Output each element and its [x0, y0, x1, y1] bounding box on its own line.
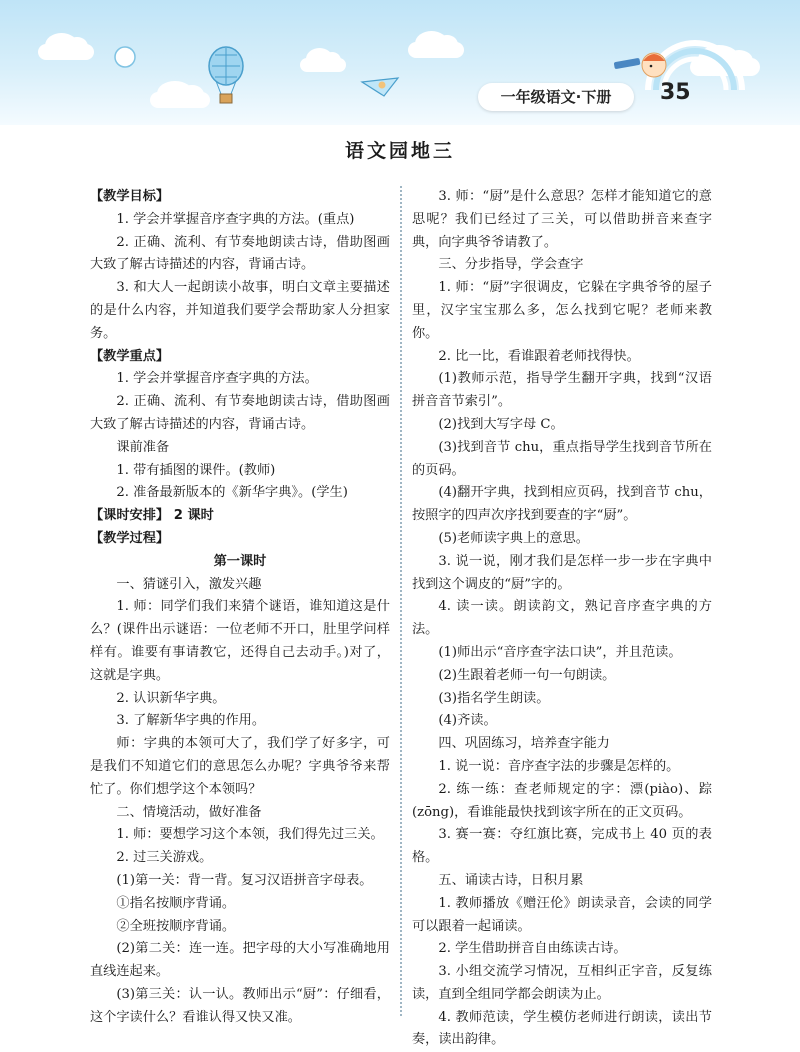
paragraph: 1. 带有插图的课件。(教师) [116, 462, 276, 478]
paragraph: 2. 学生借助拼音自由练读古诗。 [438, 941, 627, 957]
paragraph: 4. 教师范读，学生模仿老师进行朗读，读出节奏，读出韵律。 [412, 1009, 712, 1048]
kite-plane-icon [360, 70, 400, 100]
section-heading: 【教学重点】 [90, 348, 170, 364]
paragraph: 师：字典的本领可大了，我们学了好多字，可是我们不知道它们的意思怎么办呢？字典爷爷来帮忙了。你们想学这个本领吗？ [90, 736, 390, 797]
paragraph: ①指名按顺序背诵。 [116, 895, 236, 911]
paragraph: 1. 师：同学们我们来猜个谜语，谁知道这是什么？(课件出示谜语：一位老师不开口，肚里学问样样有。谁要有事请教它，还得自己去动手。)对了，这就是字典。 [90, 599, 390, 683]
paragraph: 1. 师：要想学习这个本领，我们得先过三关。 [116, 827, 384, 843]
paragraph: 1. 师：“厨”字很调皮，它躲在字典爷爷的屋子里，汉字宝宝那么多，怎么找到它呢？老师来教你。 [412, 280, 712, 341]
sun-icon [112, 44, 138, 70]
paragraph: 3. 师：“厨”是什么意思？怎样才能知道它的意思呢？我们已经过了三关，可以借助拼音来查字典，向字典爷爷请教了。 [412, 189, 712, 250]
paragraph: (2)第二关：连一连。把字母的大小写准确地用直线连起来。 [90, 941, 390, 980]
page-title: 语文园地三 [344, 140, 455, 162]
paragraph: 1. 学会并掌握音序查字典的方法。 [116, 371, 318, 387]
paragraph: 2. 正确、流利、有节奏地朗读古诗，借助图画大致了解古诗描述的内容，背诵古诗。 [90, 394, 390, 432]
paragraph: 一、猜谜引入，激发兴趣 [116, 576, 262, 592]
paragraph: 3. 赛一赛：夺红旗比赛，完成书上 40 页的表格。 [412, 827, 712, 866]
paragraph: 2. 认识新华字典。 [116, 690, 226, 706]
paragraph: 4. 读一读。朗读韵文，熟记音序查字典的方法。 [412, 599, 712, 638]
balloon-icon [206, 46, 246, 108]
paragraph: (5)老师读字典上的意思。 [438, 530, 589, 546]
paragraph: (1)教师示范，指导学生翻开字典，找到“汉语拼音音节索引”。 [412, 371, 712, 410]
column-divider [400, 186, 402, 1016]
paragraph: 2. 正确、流利、有节奏地朗读古诗，借助图画大致了解古诗描述的内容，背诵古诗。 [90, 234, 390, 273]
paragraph: 1. 说一说：音序查字法的步骤是怎样的。 [438, 758, 680, 774]
paragraph: (3)指名学生朗读。 [438, 690, 550, 706]
paragraph: (2)生跟着老师一句一句朗读。 [438, 667, 616, 683]
paragraph: 四、巩固练习，培养查字能力 [438, 736, 610, 752]
paragraph: 2. 练一练：查老师规定的字：漂(piào)、踪(zōng)，看谁能最快找到该字所在的正文页码。 [412, 781, 712, 820]
paragraph: (2)找到大写字母 C。 [438, 416, 564, 432]
paragraph: (1)师出示“音序查字法口诀”，并且范读。 [438, 644, 682, 660]
section-heading: 【教学过程】 [90, 530, 170, 546]
paragraph: (3)第三关：认一认。教师出示“厨”：仔细看，这个字读什么？看谁认得又快又准。 [90, 986, 390, 1025]
paragraph: 三、分步指导，学会查字 [438, 257, 584, 273]
cloud-decoration [408, 42, 464, 58]
section-heading: 【教学目标】 [90, 189, 170, 204]
cloud-decoration [38, 44, 94, 60]
paragraph: 课前准备 [116, 439, 170, 455]
subsection-heading: 第一课时 [213, 553, 267, 569]
paragraph: 2. 准备最新版本的《新华字典》。(学生) [116, 485, 348, 501]
paragraph: (1)第一关：背一背。复习汉语拼音字母表。 [116, 872, 373, 888]
cloud-decoration [150, 92, 210, 108]
page-number: 35 [660, 80, 691, 105]
paragraph: 1. 教师播放《赠汪伦》朗读录音，会读的同学可以跟着一起诵读。 [412, 895, 712, 934]
paragraph: 3. 了解新华字典的作用。 [116, 713, 266, 729]
paragraph: 1. 学会并掌握音序查字典的方法。(重点) [116, 211, 355, 227]
paragraph: ②全班按顺序背诵。 [116, 918, 236, 934]
book-label: 一年级语文·下册 [478, 83, 634, 111]
section-heading: 【课时安排】 2 课时 [90, 508, 214, 524]
paragraph: (4)齐读。 [438, 713, 497, 729]
left-column [90, 186, 390, 1029]
paragraph: 2. 比一比，看谁跟着老师找得快。 [438, 348, 640, 364]
paragraph: 五、诵读古诗，日积月累 [438, 872, 584, 888]
paragraph: 2. 过三关游戏。 [116, 850, 213, 866]
child-with-telescope-icon [612, 48, 676, 84]
paragraph: 3. 小组交流学习情况，互相纠正字音，反复练读，直到全组同学都会朗读为止。 [412, 964, 712, 1002]
paragraph: 3. 和大人一起朗读小故事，明白文章主要描述的是什么内容，并知道我们要学会帮助家人分担家务。 [90, 280, 390, 341]
paragraph: 3. 说一说，刚才我们是怎样一步一步在字典中找到这个调皮的“厨”字的。 [412, 553, 712, 592]
paragraph: 二、情境活动，做好准备 [116, 804, 262, 820]
right-column [412, 186, 712, 1052]
cloud-decoration [300, 58, 346, 72]
paragraph: (3)找到音节 chu，重点指导学生找到音节所在的页码。 [412, 439, 712, 478]
paragraph: (4)翻开字典，找到相应页码，找到音节 chu，按照字的四声次序找到要查的字“厨”。 [412, 485, 712, 524]
page-header [0, 0, 800, 125]
